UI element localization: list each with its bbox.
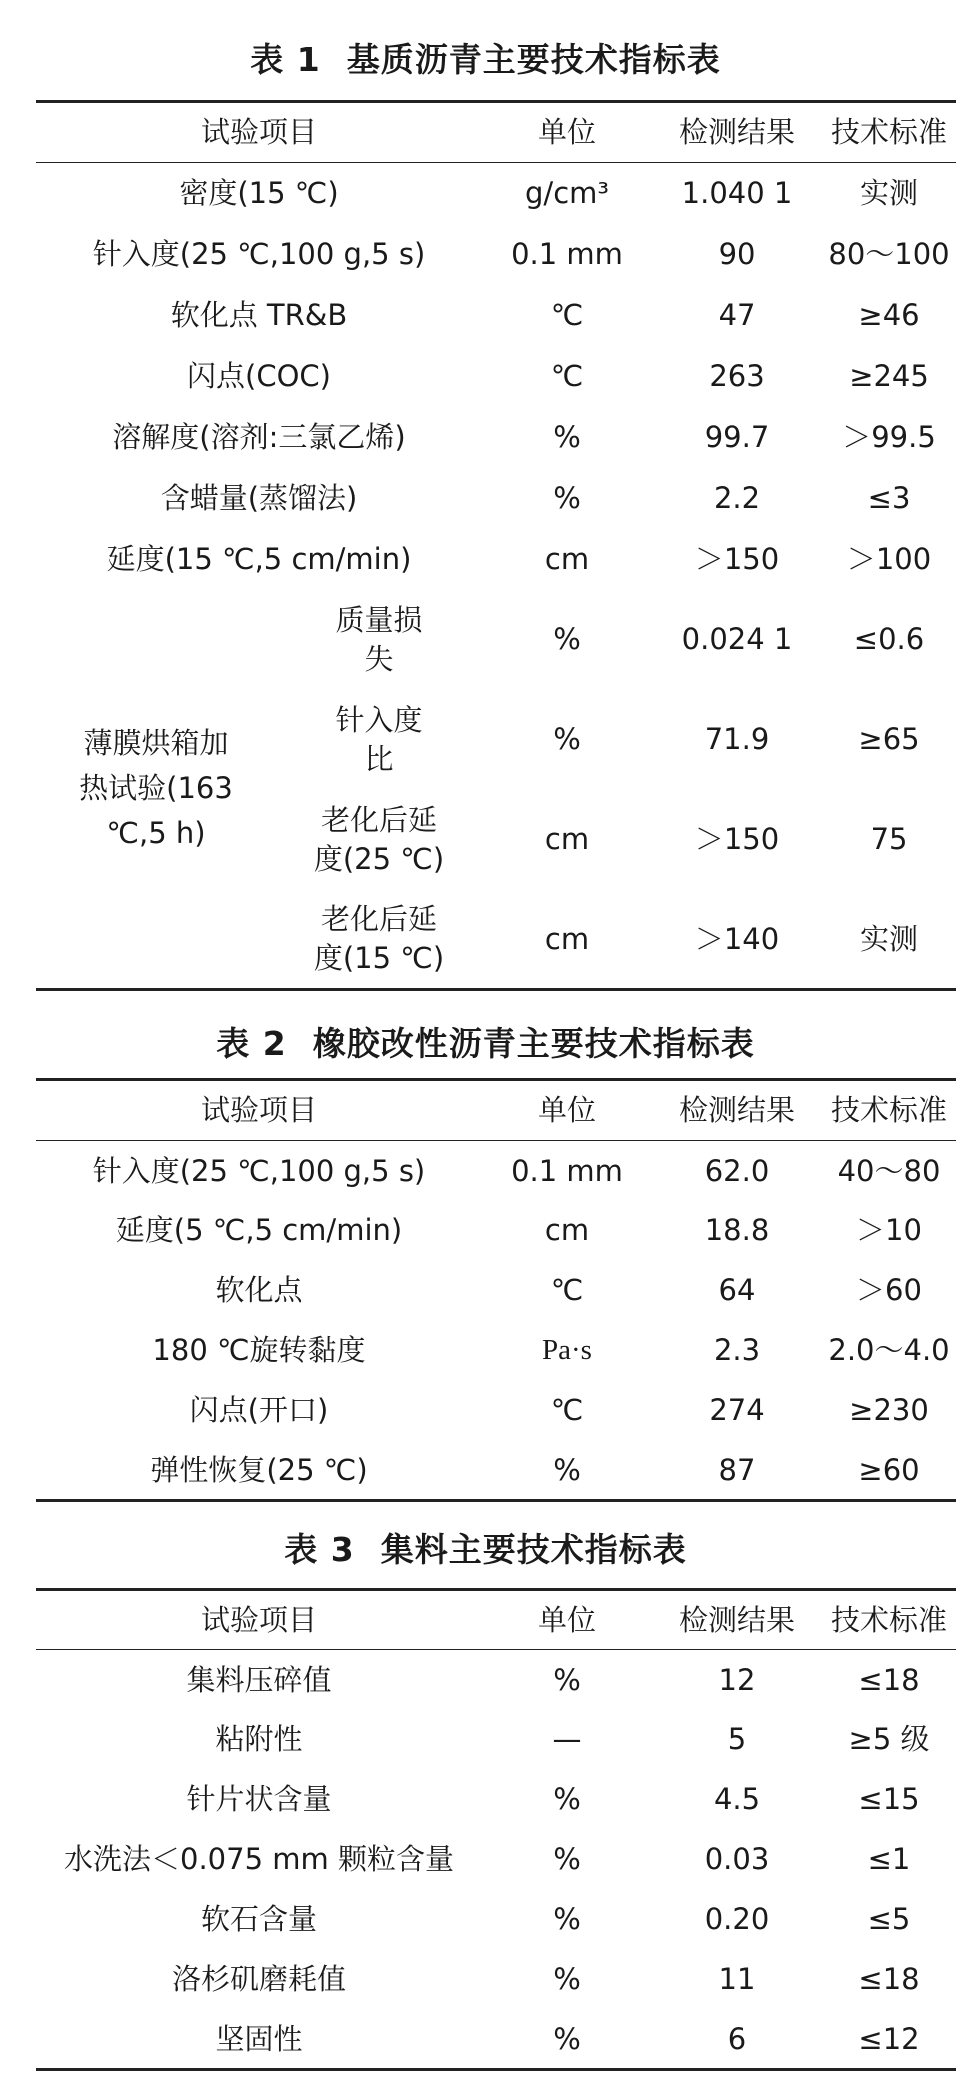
table1-g1-unit: % — [553, 722, 581, 757]
table3-r6-result: 6 — [727, 2021, 747, 2056]
table3-r3-item: 水洗法＜0.075 mm 颗粒含量 — [64, 1842, 454, 1877]
table-row — [36, 529, 956, 590]
table1-caption-title: 基质沥青主要技术指标表 — [346, 40, 721, 79]
table-row — [36, 1441, 956, 1501]
table3-r0-result: 12 — [718, 1662, 756, 1697]
table-row — [36, 1830, 956, 1890]
table1-r4-item: 溶解度(溶剂:三氯乙烯) — [112, 419, 406, 454]
table3-r2-result: 4.5 — [713, 1782, 761, 1817]
table2-r1-standard: ＞10 — [856, 1213, 922, 1248]
table-row — [36, 1381, 956, 1441]
table2-r1-unit: cm — [544, 1213, 590, 1248]
table1 — [36, 100, 956, 991]
table3-r4-standard: ≤5 — [867, 1902, 911, 1937]
table-row — [36, 224, 956, 285]
table-row — [36, 1890, 956, 1950]
table2-r4-item: 闪点(开口) — [189, 1393, 329, 1428]
table2-r5-result: 87 — [718, 1452, 756, 1487]
table1-header-item: 试验项目 — [36, 102, 482, 163]
table2-r2-standard: ＞60 — [856, 1273, 922, 1308]
table1-r5-standard: ≤3 — [867, 480, 911, 515]
table1-g1-item-text: 针入度比 — [335, 703, 423, 776]
table3-r2-item: 针片状含量 — [186, 1782, 332, 1817]
table2-header-unit: 单位 — [482, 1080, 652, 1141]
table3 — [36, 1588, 956, 2071]
table3-r5-standard: ≤18 — [858, 1962, 920, 1997]
table2-header-item: 试验项目 — [36, 1080, 482, 1141]
table2-r3-item: 180 ℃旋转黏度 — [152, 1333, 366, 1368]
table1-group-label-text: 薄膜烘箱加热试验(163 ℃,5 h) — [79, 726, 233, 851]
table3-header-result: 检测结果 — [652, 1590, 822, 1650]
table-row — [36, 1141, 956, 1201]
table2-r1-result: 18.8 — [704, 1213, 770, 1248]
table2-r5-item: 弹性恢复(25 ℃) — [150, 1452, 368, 1487]
table3-r3-unit: % — [553, 1842, 581, 1877]
table1-r2-unit: ℃ — [550, 297, 584, 332]
table3-r4-unit: % — [553, 1902, 581, 1937]
table1-r2-standard: ≥46 — [858, 297, 920, 332]
table3-r6-standard: ≤12 — [858, 2021, 920, 2056]
table3-header-row — [36, 1590, 956, 1650]
table-row — [36, 1201, 956, 1261]
table2-r2-result: 64 — [718, 1273, 756, 1308]
table1-r3-item: 闪点(COC) — [187, 358, 331, 393]
table-row — [36, 1650, 956, 1710]
table1-g2-result: ＞150 — [694, 822, 780, 857]
table3-r4-item: 软石含量 — [200, 1902, 317, 1937]
table2-r1-item: 延度(5 ℃,5 cm/min) — [115, 1213, 403, 1248]
table2-header-row — [36, 1080, 956, 1141]
table2-header-result: 检测结果 — [652, 1080, 822, 1141]
table3-r3-result: 0.03 — [704, 1842, 770, 1877]
table1-g2-unit: cm — [544, 822, 590, 857]
table2-caption-number: 表 2 — [216, 1024, 287, 1063]
table3-r5-result: 11 — [718, 1962, 756, 1997]
table2-r3-standard: 2.0～4.0 — [828, 1333, 950, 1368]
table2-r3-unit: Pa·s — [542, 1334, 592, 1367]
table2-r2-item: 软化点 — [215, 1273, 303, 1308]
table3-r3-standard: ≤1 — [867, 1842, 911, 1877]
table3-r2-standard: ≤15 — [858, 1782, 920, 1817]
table1-g0-standard: ≤0.6 — [853, 622, 925, 657]
table1-r2-item: 软化点 TR&B — [170, 297, 348, 332]
table1-r6-unit: cm — [544, 541, 590, 576]
table1-r1-standard: 80～100 — [828, 236, 950, 271]
table3-r1-standard: ≥5 级 — [848, 1722, 930, 1757]
table1-g1-standard: ≥65 — [858, 722, 920, 757]
table3-caption-number: 表 3 — [284, 1530, 355, 1569]
table2-r4-standard: ≥230 — [849, 1393, 929, 1428]
table1-g2-item-text: 老化后延度(25 ℃) — [313, 803, 445, 876]
table-row — [36, 346, 956, 407]
table1-r3-result: 263 — [709, 358, 765, 393]
table1-r6-standard: ＞100 — [846, 541, 932, 576]
table-row — [36, 468, 956, 529]
table1-r6-item: 延度(15 ℃,5 cm/min) — [106, 541, 412, 576]
table1-r4-unit: % — [553, 419, 581, 454]
table1-header-result: 检测结果 — [652, 102, 822, 163]
table-row — [36, 1710, 956, 1770]
table-row — [36, 407, 956, 468]
table1-r2-result: 47 — [718, 297, 756, 332]
table2-caption-title: 橡胶改性沥青主要技术指标表 — [312, 1024, 755, 1063]
table1-r1-unit: 0.1 mm — [511, 236, 623, 271]
table1-g3-result: ＞140 — [694, 921, 780, 956]
table1-r5-result: 2.2 — [713, 480, 761, 515]
table3-header-standard: 技术标准 — [822, 1590, 956, 1650]
table1-r4-result: 99.7 — [704, 419, 770, 454]
table3-r5-unit: % — [553, 1962, 581, 1997]
table3-caption — [0, 1530, 971, 1570]
table1-r0-result: 1.040 1 — [681, 176, 793, 211]
table1-r0-item: 密度(15 ℃) — [179, 176, 339, 211]
table1-g0-item — [276, 590, 482, 690]
table3-r1-unit: — — [552, 1722, 582, 1757]
table1-r1-result: 90 — [718, 236, 756, 271]
table1-group-label — [36, 590, 276, 990]
table2 — [36, 1078, 956, 1502]
table3-r4-result: 0.20 — [704, 1902, 770, 1937]
table1-g3-item — [276, 890, 482, 990]
table2-r3-result: 2.3 — [713, 1333, 761, 1368]
table1-r4-standard: ＞99.5 — [842, 419, 936, 454]
table2-r0-item: 针入度(25 ℃,100 g,5 s) — [92, 1153, 426, 1188]
table2-r4-result: 274 — [709, 1393, 765, 1428]
table1-r5-item: 含蜡量(蒸馏法) — [160, 480, 358, 515]
table1-g1-result: 71.9 — [704, 722, 770, 757]
table1-g3-standard: 实测 — [860, 921, 919, 956]
table1-header-unit: 单位 — [482, 102, 652, 163]
table1-g2-item — [276, 790, 482, 890]
table1-r3-standard: ≥245 — [849, 358, 929, 393]
table-row — [36, 285, 956, 346]
table3-r6-item: 坚固性 — [215, 2021, 303, 2056]
table-row — [36, 590, 956, 690]
table3-r6-unit: % — [553, 2021, 581, 2056]
table3-r0-unit: % — [553, 1662, 581, 1697]
table3-r1-item: 粘附性 — [215, 1722, 303, 1757]
table3-header-unit: 单位 — [482, 1590, 652, 1650]
table2-caption — [0, 1024, 971, 1064]
table-row — [36, 163, 956, 224]
table1-g1-item — [276, 690, 482, 790]
table-row — [36, 1950, 956, 2010]
table2-r0-unit: 0.1 mm — [511, 1153, 623, 1188]
table-row — [36, 2010, 956, 2070]
table1-header-row — [36, 102, 956, 163]
table3-r0-item: 集料压碎值 — [186, 1662, 332, 1697]
table2-r0-standard: 40～80 — [837, 1153, 941, 1188]
table2-r2-unit: ℃ — [550, 1273, 584, 1308]
table-row — [36, 1261, 956, 1321]
table1-r0-unit: g/cm³ — [525, 176, 610, 211]
table1-g3-item-text: 老化后延度(15 ℃) — [313, 902, 445, 975]
table1-r3-unit: ℃ — [550, 358, 584, 393]
table1-g2-standard: 75 — [870, 822, 908, 857]
table1-r0-standard: 实测 — [860, 176, 919, 211]
table2-header-standard: 技术标准 — [822, 1080, 956, 1141]
table3-r5-item: 洛杉矶磨耗值 — [171, 1962, 346, 1997]
table3-r0-standard: ≤18 — [858, 1662, 920, 1697]
table1-g0-unit: % — [553, 622, 581, 657]
table2-r5-standard: ≥60 — [858, 1452, 920, 1487]
table1-caption-number: 表 1 — [250, 40, 321, 79]
table1-r6-result: ＞150 — [694, 541, 780, 576]
table-row — [36, 1770, 956, 1830]
table1-g0-item-text: 质量损失 — [335, 603, 423, 676]
table1-r5-unit: % — [553, 480, 581, 515]
table1-g3-unit: cm — [544, 921, 590, 956]
table3-r2-unit: % — [553, 1782, 581, 1817]
table3-r1-result: 5 — [727, 1722, 747, 1757]
table2-r5-unit: % — [553, 1452, 581, 1487]
table3-caption-title: 集料主要技术指标表 — [380, 1530, 687, 1569]
table-row — [36, 1321, 956, 1381]
table2-r4-unit: ℃ — [550, 1393, 584, 1428]
table3-header-item: 试验项目 — [36, 1590, 482, 1650]
table1-g0-result: 0.024 1 — [681, 622, 793, 657]
table1-header-standard: 技术标准 — [822, 102, 956, 163]
table1-r1-item: 针入度(25 ℃,100 g,5 s) — [92, 236, 426, 271]
table2-r0-result: 62.0 — [704, 1153, 770, 1188]
table1-caption — [0, 40, 971, 80]
